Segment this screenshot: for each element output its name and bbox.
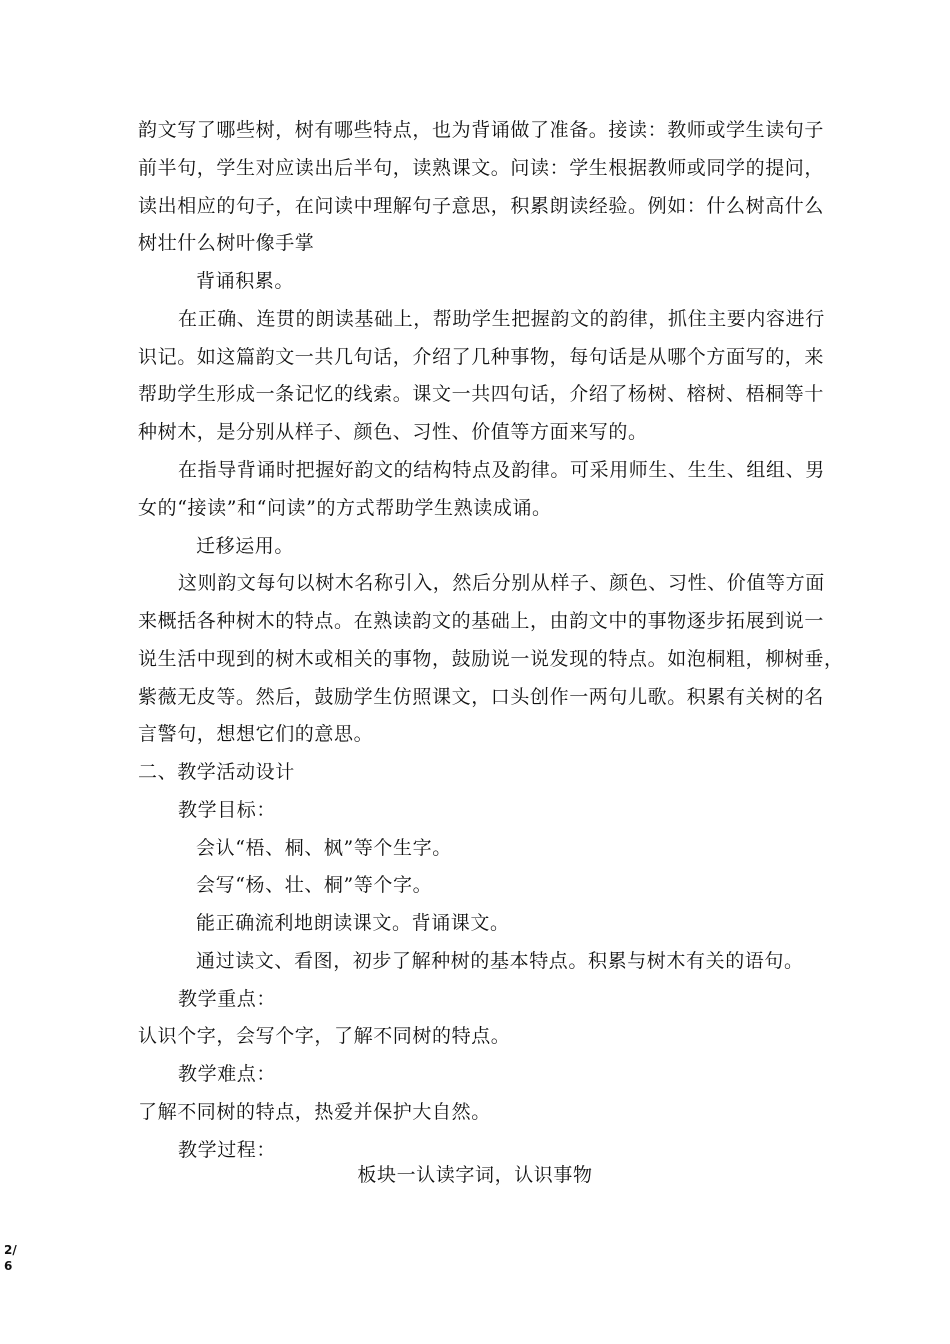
paragraph-line: 读出相应的句子，在问读中理解句子意思，积累朗读经验。例如：什么树高什么 — [138, 195, 825, 217]
paragraph-line: 紫薇无皮等。然后，鼓励学生仿照课文，口头创作一两句儿歌。积累有关树的名 — [138, 686, 825, 708]
page-number-top: 2/ — [4, 1243, 17, 1257]
goal-item: 会写“杨、壮、桐”等个字。 — [196, 874, 433, 896]
paragraph-line: 前半句，学生对应读出后半句，读熟课文。问读：学生根据教师或同学的提问， — [138, 157, 825, 179]
paragraph-line: 说生活中现到的树木或相关的事物，鼓励说一说发现的特点。如泡桐粗，柳树垂， — [138, 648, 844, 670]
paragraph-line: 韵文写了哪些树，树有哪些特点，也为背诵做了准备。接读：教师或学生读句子 — [138, 119, 825, 141]
paragraph-line: 这则韵文每句以树木名称引入，然后分别从样子、颜色、习性、价值等方面 — [178, 572, 825, 594]
goal-item: 通过读文、看图，初步了解种树的基本特点。积累与树木有关的语句。 — [196, 950, 804, 972]
paragraph-line: 帮助学生形成一条记忆的线索。课文一共四句话，介绍了杨树、榕树、梧桐等十 — [138, 383, 825, 405]
paragraph-line: 来概括各种树木的特点。在熟读韵文的基础上，由韵文中的事物逐步拓展到说一 — [138, 610, 825, 632]
section-title: 二、教学活动设计 — [138, 761, 295, 783]
section-heading: 背诵积累。 — [196, 270, 295, 292]
paragraph-line: 在正确、连贯的朗读基础上，帮助学生把握韵文的韵律，抓住主要内容进行 — [178, 308, 825, 330]
page-number-bottom: 6 — [4, 1259, 13, 1273]
subsection-label: 教学难点： — [178, 1063, 277, 1085]
goal-item: 会认“梧、桐、枫”等个生字。 — [196, 837, 452, 859]
paragraph-line: 言警句，想想它们的意思。 — [138, 723, 374, 745]
subsection-label: 教学过程： — [178, 1139, 277, 1161]
paragraph-line: 了解不同树的特点，热爱并保护大自然。 — [138, 1101, 491, 1123]
subsection-label: 教学重点： — [178, 988, 277, 1010]
goal-item: 能正确流利地朗读课文。背诵课文。 — [196, 912, 510, 934]
paragraph-line: 认识个字，会写个字，了解不同树的特点。 — [138, 1025, 511, 1047]
paragraph-line: 种树木，是分别从样子、颜色、习性、价值等方面来写的。 — [138, 421, 648, 443]
paragraph-line: 树壮什么树叶像手掌 — [138, 232, 315, 254]
section-heading: 迁移运用。 — [196, 535, 295, 557]
subsection-label: 教学目标： — [178, 799, 277, 821]
block-heading: 板块一认读字词，认识事物 — [357, 1164, 593, 1186]
paragraph-line: 女的“接读”和“问读”的方式帮助学生熟读成诵。 — [138, 497, 552, 519]
paragraph-line: 识记。如这篇韵文一共几句话，介绍了几种事物，每句话是从哪个方面写的，来 — [138, 346, 825, 368]
paragraph-line: 在指导背诵时把握好韵文的结构特点及韵律。可采用师生、生生、组组、男 — [178, 459, 825, 481]
